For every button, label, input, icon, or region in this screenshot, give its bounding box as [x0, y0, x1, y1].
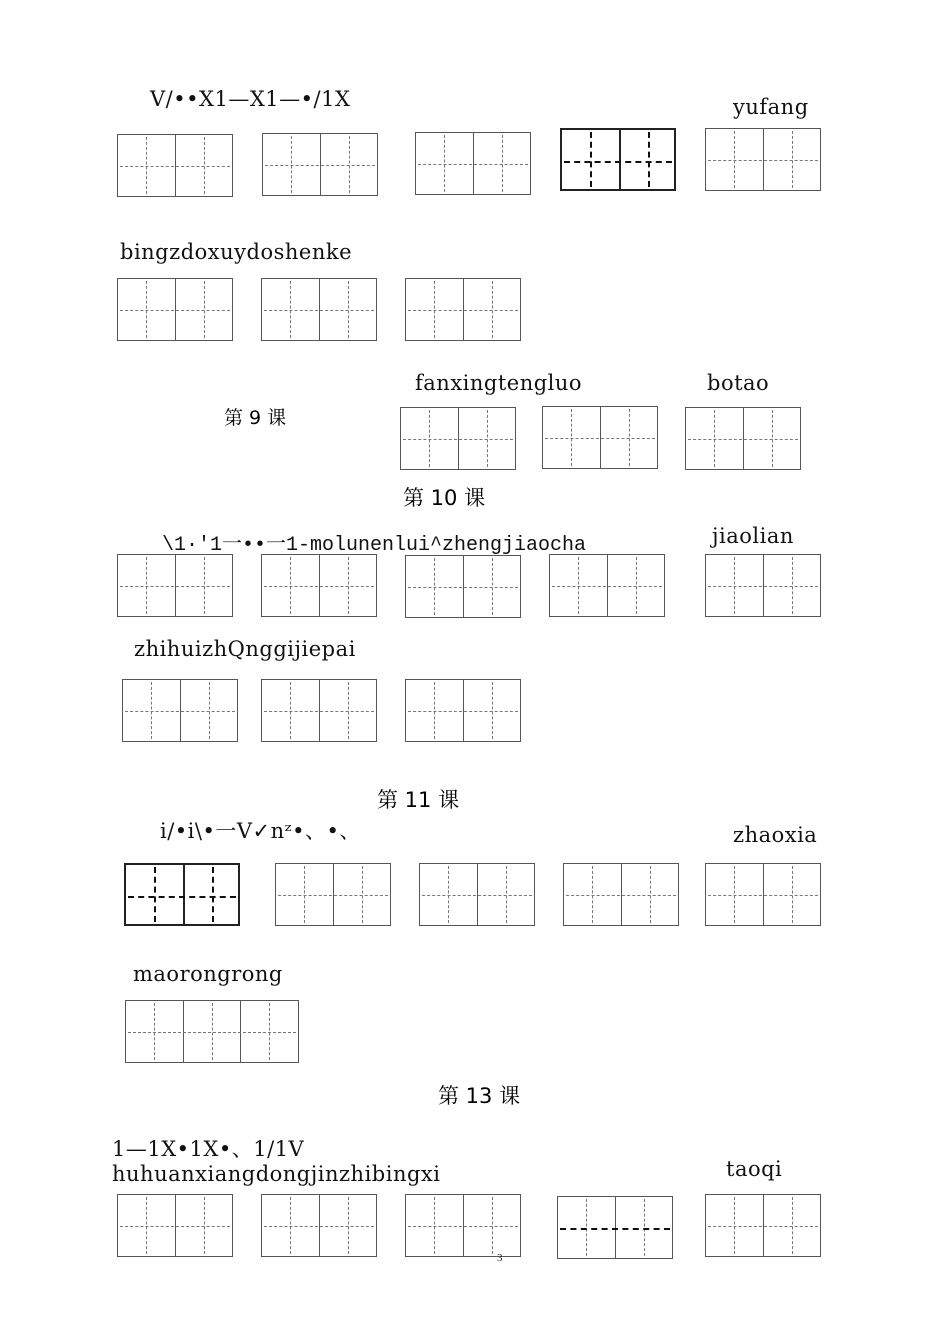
writing-box [405, 555, 521, 618]
writing-box [261, 554, 377, 617]
lesson-9-heading: 第 9 课 [224, 407, 287, 429]
pinyin-botao: botao [707, 371, 770, 395]
pinyin-line-4: \1·'1一••一1-molunenlui^zhengjiaocha [162, 534, 587, 557]
writing-box [405, 679, 521, 742]
writing-box [685, 407, 801, 470]
writing-box [705, 554, 821, 617]
writing-box [261, 679, 377, 742]
writing-box [117, 278, 233, 341]
pinyin-line-8: 1—1X•1X•、1/1V [112, 1137, 305, 1161]
pinyin-jiaolian: jiaolian [712, 524, 794, 548]
writing-box [560, 128, 676, 191]
writing-box [261, 1194, 377, 1257]
lesson-11-heading: 第 11 课 [377, 788, 460, 812]
writing-box [261, 278, 377, 341]
writing-box [705, 863, 821, 926]
writing-box [124, 863, 240, 926]
writing-box [542, 406, 658, 469]
pinyin-line-9: huhuanxiangdongjinzhibingxi [112, 1162, 441, 1186]
writing-box [705, 128, 821, 191]
writing-box [117, 134, 233, 197]
lesson-13-heading: 第 13 课 [438, 1084, 521, 1108]
writing-box-three [125, 1000, 299, 1063]
pinyin-line-2: bingzdoxuydoshenke [120, 240, 353, 264]
pinyin-line-1: V/••X1—X1—•/1X [150, 87, 351, 111]
writing-box [262, 133, 378, 196]
writing-box [705, 1194, 821, 1257]
writing-box [122, 679, 238, 742]
lesson-10-heading: 第 10 课 [403, 486, 486, 510]
pinyin-yufang: yufang [733, 95, 809, 119]
page-number: 3 [497, 1252, 503, 1264]
pinyin-line-6: i/•i\•一V✓nᶻ•、•、 [160, 819, 361, 843]
writing-box [117, 1194, 233, 1257]
writing-box [415, 132, 531, 195]
writing-box [405, 278, 521, 341]
writing-box [117, 554, 233, 617]
writing-box [557, 1196, 673, 1259]
writing-box [275, 863, 391, 926]
pinyin-zhaoxia: zhaoxia [733, 823, 818, 847]
writing-box [563, 863, 679, 926]
pinyin-line-7: maorongrong [133, 962, 283, 986]
writing-box [419, 863, 535, 926]
writing-box [400, 407, 516, 470]
pinyin-taoqi: taoqi [726, 1157, 783, 1181]
pinyin-fanxingtengluo: fanxingtengluo [415, 371, 583, 395]
writing-box [549, 554, 665, 617]
pinyin-line-5: zhihuizhQnggijiepai [134, 637, 356, 661]
writing-box [405, 1194, 521, 1257]
